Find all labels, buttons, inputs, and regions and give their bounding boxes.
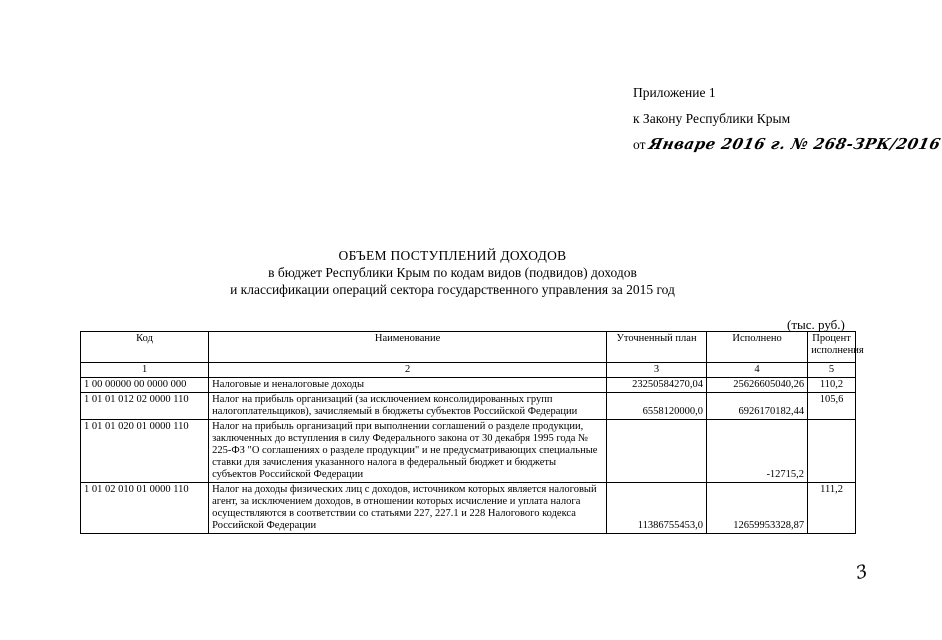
column-number-row — [81, 363, 856, 378]
row-executed: 25626605040,26 — [707, 378, 808, 393]
column-number: 5 — [808, 363, 856, 378]
row-name: Налог на доходы физических лиц с доходов, источником которых является налоговый агент, за исключением доходов, в отношении которых исчисление и уплата налога осуществляются в соответствии со статьями 227, 227.1 и 228 Налогового кодекса Российской Федерации — [209, 483, 607, 534]
row-code: 1 01 01 012 02 0000 110 — [81, 393, 209, 420]
table-header-row — [81, 332, 856, 363]
header-percent: Процент исполнения — [808, 332, 856, 363]
row-code: 1 01 01 020 01 0000 110 — [81, 420, 209, 483]
appendix-law-reference: к Закону Республики Крым — [633, 111, 791, 126]
column-number: 2 — [209, 363, 607, 378]
units-label: (тыс. руб.) — [787, 317, 845, 332]
handwritten-page-number: 3 — [853, 560, 870, 585]
row-executed: 12659953328,87 — [707, 483, 808, 534]
row-name: Налог на прибыль организаций (за исключением консолидированных групп налогоплательщиков), зачисляемый в бюджеты субъектов Российской Федерации — [209, 393, 607, 420]
row-plan: 23250584270,04 — [607, 378, 707, 393]
row-percent: 111,2 — [808, 483, 856, 534]
row-executed: 6926170182,44 — [707, 393, 808, 420]
column-number: 3 — [607, 363, 707, 378]
row-percent — [808, 420, 856, 483]
title-line-1: ОБЪЕМ ПОСТУПЛЕНИЙ ДОХОДОВ — [338, 248, 567, 263]
row-executed: -12715,2 — [707, 420, 808, 483]
column-number: 1 — [81, 363, 209, 378]
header-plan: Уточненный план — [607, 332, 707, 363]
row-code: 1 00 00000 00 0000 000 — [81, 378, 209, 393]
table-row — [81, 393, 856, 420]
header-executed: Исполнено — [707, 332, 808, 363]
row-name: Налог на прибыль организаций при выполнении соглашений о разделе продукции, заключенных до вступления в силу Федерального закона от 30 декабря 1995 года № 225-ФЗ "О соглашениях о разделе продукции" и не предусматривающих специальные ставки для зачисления указанного налога в федеральный бюджет и бюджеты субъектов Российской Федерации — [209, 420, 607, 483]
header-code: Код — [81, 332, 209, 363]
column-number: 4 — [707, 363, 808, 378]
revenue-table — [80, 331, 864, 534]
table-row — [81, 483, 856, 534]
row-name: Налоговые и неналоговые доходы — [209, 378, 607, 393]
table-row — [81, 420, 856, 483]
handwritten-date-number: Январе 2016 г. № 268-ЗРК/2016 — [647, 135, 942, 153]
row-plan: 11386755453,0 — [607, 483, 707, 534]
row-plan: 6558120000,0 — [607, 393, 707, 420]
appendix-date-line — [633, 137, 940, 152]
appendix-title: Приложение 1 — [633, 85, 716, 100]
row-code: 1 01 02 010 01 0000 110 — [81, 483, 209, 534]
header-name: Наименование — [209, 332, 607, 363]
row-plan — [607, 420, 707, 483]
row-percent: 105,6 — [808, 393, 856, 420]
appendix-date-prefix: от — [633, 137, 646, 152]
table-row — [81, 378, 856, 393]
title-line-2: в бюджет Республики Крым по кодам видов (подвидов) доходов — [268, 265, 637, 280]
title-line-3: и классификации операций сектора государственного управления за 2015 год — [230, 282, 675, 297]
row-percent: 110,2 — [808, 378, 856, 393]
